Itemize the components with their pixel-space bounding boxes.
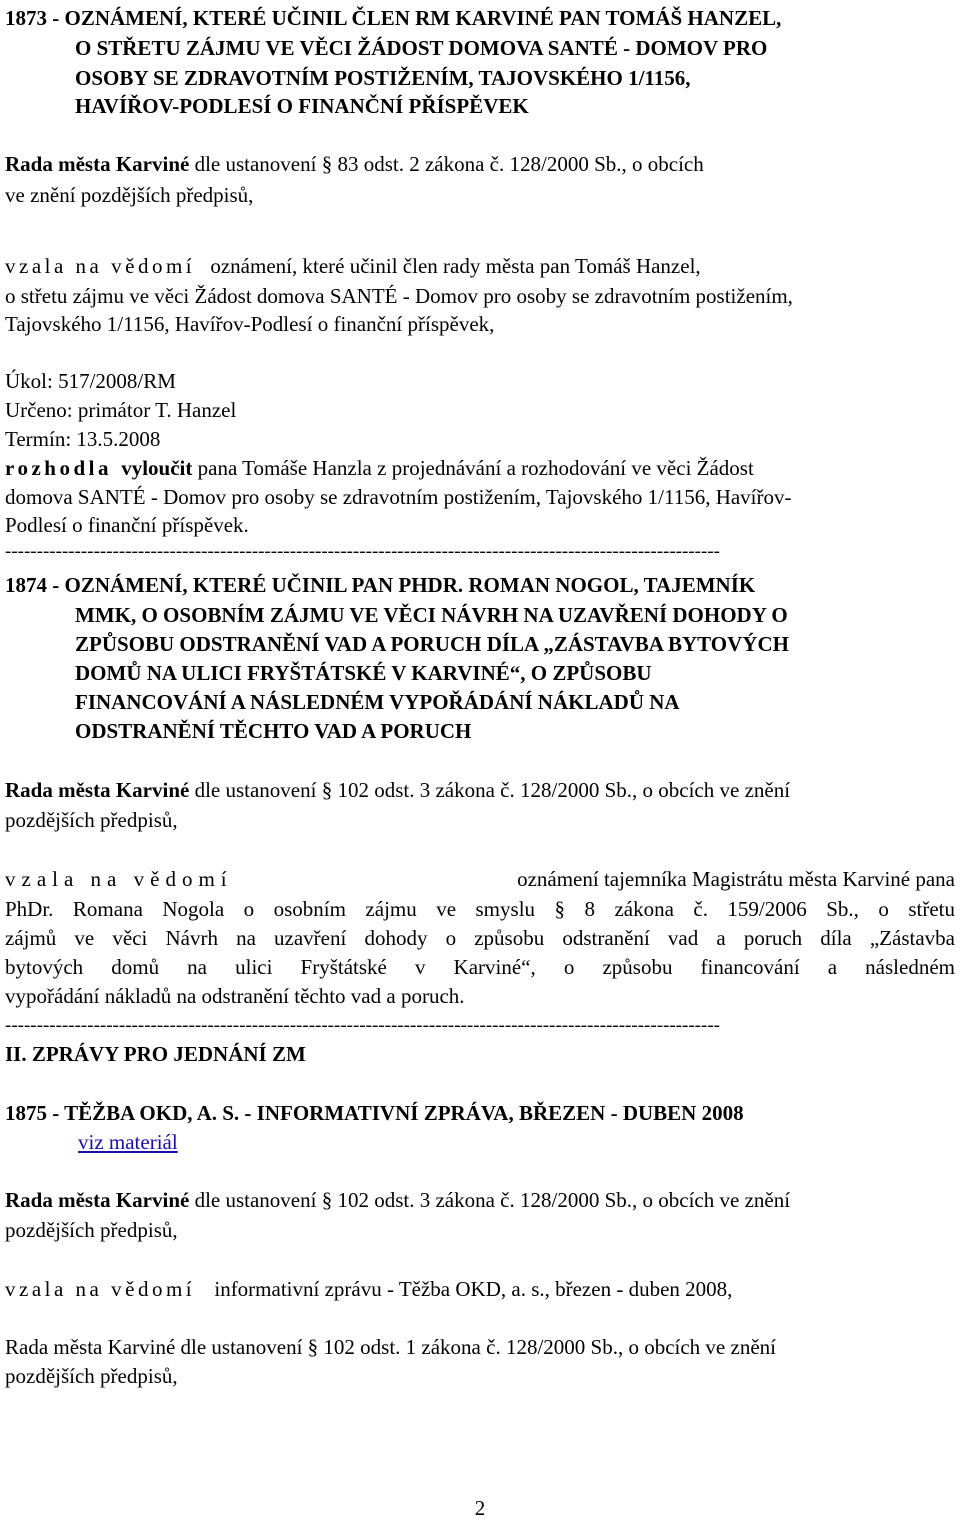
resolution-text: oznámení, které učinil člen rady města pan Tomáš Hanzel, bbox=[210, 254, 701, 278]
item-1875-rada-line-2: pozdějších předpisů, bbox=[5, 1218, 178, 1242]
item-1874-title-line-1: 1874 - OZNÁMENÍ, KTERÉ UČINIL PAN PHDR. ROMAN NOGOL, TAJEMNÍK bbox=[5, 573, 756, 597]
item-1874-vzala-line-3: zájmů ve věci Návrh na uzavření dohody o způsobu odstranění vad a poruch díla „Zástavba bbox=[5, 926, 955, 950]
item-1874-title-line-6: ODSTRANĚNÍ TĚCHTO VAD A PORUCH bbox=[75, 719, 472, 743]
item-1873-rozhodla-line-1 bbox=[5, 454, 955, 482]
item-1875-vzala-line bbox=[5, 1275, 955, 1303]
item-1874-vzala-line-2: PhDr. Romana Nogola o osobním zájmu ve smyslu § 8 zákona č. 159/2006 Sb., o střetu bbox=[5, 897, 955, 921]
task-line: Úkol: 517/2008/RM bbox=[5, 369, 176, 393]
item-1875-rada2-line-1: Rada města Karviné dle ustanovení § 102 odst. 1 zákona č. 128/2000 Sb., o obcích ve znění bbox=[5, 1335, 776, 1359]
council-text: dle ustanovení § 102 odst. 3 zákona č. 128/2000 Sb., o obcích ve znění bbox=[189, 1188, 791, 1212]
item-1874-title-line-2: MMK, O OSOBNÍM ZÁJMU VE VĚCI NÁVRH NA UZAVŘENÍ DOHODY O bbox=[75, 603, 788, 627]
item-1873-title-line-2: O STŘETU ZÁJMU VE VĚCI ŽÁDOST DOMOVA SANTÉ - DOMOV PRO bbox=[75, 36, 768, 60]
item-1875-title: 1875 - TĚŽBA OKD, A. S. - INFORMATIVNÍ ZPRÁVA, BŘEZEN - DUBEN 2008 bbox=[5, 1101, 744, 1125]
material-link[interactable]: viz materiál bbox=[78, 1130, 178, 1154]
item-1874-vzala-line-5: vypořádání nákladů na odstranění těchto vad a poruch. bbox=[5, 984, 465, 1008]
decision-bold-word: vyloučit bbox=[121, 456, 193, 480]
resolution-text: oznámení tajemníka Magistrátu města Karviné pana bbox=[517, 867, 955, 891]
council-label: Rada města Karviné bbox=[5, 152, 190, 176]
resolution-keyword: vzala na vědomí bbox=[5, 1277, 196, 1301]
resolution-text: informativní zprávu - Těžba OKD, a. s., březen - duben 2008, bbox=[214, 1277, 733, 1301]
council-text: dle ustanovení § 83 odst. 2 zákona č. 128/2000 Sb., o obcích bbox=[189, 152, 704, 176]
item-1873-vzala-line-3: Tajovského 1/1156, Havířov-Podlesí o finanční příspěvek, bbox=[5, 312, 495, 336]
item-1873-title-line-3: OSOBY SE ZDRAVOTNÍM POSTIŽENÍM, TAJOVSKÉHO 1/1156, bbox=[75, 66, 691, 90]
assigned-line: Určeno: primátor T. Hanzel bbox=[5, 398, 237, 422]
decision-keyword: rozhodla bbox=[5, 456, 112, 480]
item-1873-rozhodla-line-3: Podlesí o finanční příspěvek. bbox=[5, 513, 249, 537]
resolution-keyword: vzala na vědomí bbox=[5, 867, 233, 891]
council-label: Rada města Karviné bbox=[5, 1188, 190, 1212]
item-1874-rada-line bbox=[5, 776, 955, 804]
item-1874-title-line-3: ZPŮSOBU ODSTRANĚNÍ VAD A PORUCH DÍLA „ZÁSTAVBA BYTOVÝCH bbox=[75, 632, 789, 656]
item-1873-rada-line-2: ve znění pozdějších předpisů, bbox=[5, 183, 254, 207]
deadline-line: Termín: 13.5.2008 bbox=[5, 427, 161, 451]
item-1874-vzala-line-1 bbox=[5, 865, 955, 893]
council-text: dle ustanovení § 102 odst. 3 zákona č. 128/2000 Sb., o obcích ve znění bbox=[189, 778, 791, 802]
item-1874-title-line-4: DOMŮ NA ULICI FRYŠTÁTSKÉ V KARVINÉ“, O ZPŮSOBU bbox=[75, 661, 652, 685]
resolution-keyword: vzala na vědomí bbox=[5, 254, 196, 278]
material-link-line bbox=[78, 1128, 955, 1156]
separator-line: ----------------------------------------------------------------------------------------------------------------- bbox=[5, 541, 720, 562]
council-label: Rada města Karviné bbox=[5, 778, 190, 802]
item-1874-title-line-5: FINANCOVÁNÍ A NÁSLEDNÉM VYPOŘÁDÁNÍ NÁKLADŮ NA bbox=[75, 690, 680, 714]
item-1873-vzala-line-1 bbox=[5, 252, 955, 280]
item-1873-title-line-4: HAVÍŘOV-PODLESÍ O FINANČNÍ PŘÍSPĚVEK bbox=[75, 94, 529, 118]
item-1875-rada2-line-2: pozdějších předpisů, bbox=[5, 1364, 178, 1388]
decision-text: pana Tomáše Hanzla z projednávání a rozhodování ve věci Žádost bbox=[192, 456, 754, 480]
item-1874-rada-line-2: pozdějších předpisů, bbox=[5, 808, 178, 832]
section-heading: II. ZPRÁVY PRO JEDNÁNÍ ZM bbox=[5, 1042, 306, 1066]
item-1873-vzala-line-2: o střetu zájmu ve věci Žádost domova SANTÉ - Domov pro osoby se zdravotním postižením, bbox=[5, 284, 793, 308]
item-1875-rada-line bbox=[5, 1186, 955, 1214]
item-1873-rozhodla-line-2: domova SANTÉ - Domov pro osoby se zdravotním postižením, Tajovského 1/1156, Havířov- bbox=[5, 485, 792, 509]
page-number: 2 bbox=[474, 1496, 486, 1520]
separator-line: ----------------------------------------------------------------------------------------------------------------- bbox=[5, 1015, 720, 1036]
item-1873-rada-line bbox=[5, 150, 955, 178]
item-1874-vzala-line-4: bytových domů na ulici Fryštátské v Karviné“, o způsobu financování a následném bbox=[5, 955, 955, 979]
item-1873-title-line-1: 1873 - OZNÁMENÍ, KTERÉ UČINIL ČLEN RM KARVINÉ PAN TOMÁŠ HANZEL, bbox=[5, 6, 782, 30]
